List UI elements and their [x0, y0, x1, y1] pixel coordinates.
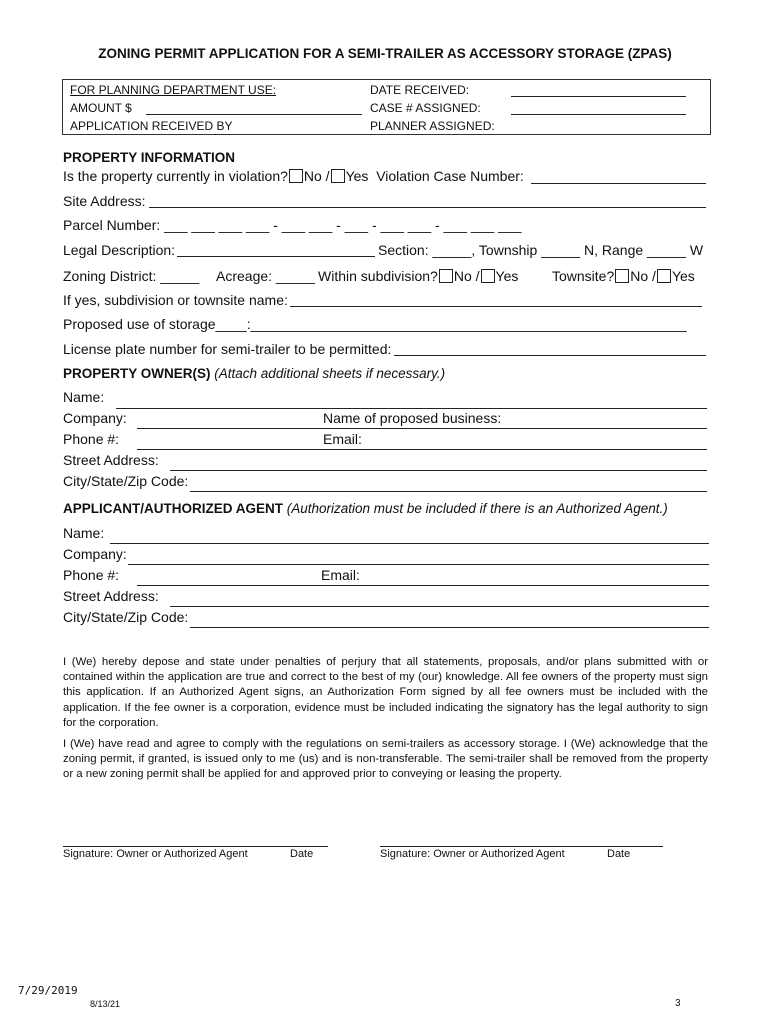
signature-line-2[interactable]	[380, 846, 663, 847]
signature-date-label-2: Date	[607, 848, 631, 860]
amount-label: AMOUNT $	[70, 101, 132, 115]
acreage-label[interactable]: Acreage: _____	[216, 268, 315, 284]
proposed-use-label[interactable]: Proposed use of storage____:________________________________________________________	[63, 316, 687, 332]
agent-email-label: Email:	[321, 567, 360, 583]
violation-yes-label: Yes	[345, 168, 369, 184]
townsite-no-label: No /	[630, 268, 656, 284]
townsite-label: Townsite?	[552, 268, 615, 284]
subdivision-no-label: No /	[453, 268, 480, 284]
office-use-header: FOR PLANNING DEPARTMENT USE:	[70, 83, 277, 97]
agent-phone-label: Phone #:	[63, 567, 120, 583]
date-received-label: DATE RECEIVED:	[370, 83, 470, 97]
agent-company-field[interactable]	[128, 564, 709, 565]
site-address-field[interactable]	[149, 207, 706, 208]
signature-label-2: Signature: Owner or Authorized Agent	[380, 848, 565, 860]
owner-name-label: Name:	[63, 389, 105, 405]
handwritten-date: 7/29/2019	[18, 984, 78, 997]
agent-city-field[interactable]	[190, 627, 709, 628]
townsite-no-checkbox[interactable]	[615, 269, 629, 283]
townsite-yes-checkbox[interactable]	[657, 269, 671, 283]
revision-date: 8/13/21	[90, 999, 121, 1009]
agent-street-field[interactable]	[170, 606, 709, 607]
violation-question: Is the property currently in violation?	[63, 168, 288, 184]
owner-city-label: City/State/Zip Code:	[63, 473, 189, 489]
agent-name-field[interactable]	[110, 543, 709, 544]
violation-yes-checkbox[interactable]	[331, 169, 345, 183]
agent-city-label: City/State/Zip Code:	[63, 609, 189, 625]
agent-street-label: Street Address:	[63, 588, 159, 604]
violation-no-checkbox[interactable]	[289, 169, 303, 183]
owner-email-label: Email:	[323, 431, 362, 447]
owner-business-label: Name of proposed business:	[323, 410, 502, 426]
townsite-row	[552, 268, 695, 284]
subdivision-name-label: If yes, subdivision or townsite name:	[63, 292, 288, 308]
owner-phone-label: Phone #:	[63, 431, 120, 447]
violation-case-label: Violation Case Number:	[376, 168, 524, 184]
page-title: ZONING PERMIT APPLICATION FOR A SEMI-TRAILER AS ACCESSORY STORAGE (ZPAS)	[98, 46, 672, 61]
license-plate-field[interactable]	[394, 355, 706, 356]
violation-case-field[interactable]	[531, 183, 706, 184]
parcel-number-label[interactable]: Parcel Number: ___ ___ ___ ___ - ___ ___ - ___ - ___ ___ - ___ ___ ___	[63, 217, 522, 233]
legal-description-field[interactable]	[177, 256, 375, 257]
case-assigned-label: CASE # ASSIGNED:	[370, 101, 481, 115]
owner-note: (Attach additional sheets if necessary.)	[214, 366, 446, 381]
signature-line-1[interactable]	[63, 846, 328, 847]
subdivision-name-field[interactable]	[290, 306, 702, 307]
zoning-district-label[interactable]: Zoning District: _____	[63, 268, 200, 284]
section-township-range[interactable]: Section: _____, Township _____ N, Range _____ W	[378, 242, 704, 258]
planner-assigned-label: PLANNER ASSIGNED:	[370, 119, 495, 133]
owner-company-field[interactable]	[137, 428, 707, 429]
signature-label-1: Signature: Owner or Authorized Agent	[63, 848, 248, 860]
agent-phone-field[interactable]	[137, 585, 709, 586]
agent-heading	[63, 501, 668, 516]
agent-note: (Authorization must be included if there is an Authorized Agent.)	[286, 501, 668, 516]
amount-field[interactable]	[146, 114, 362, 115]
owner-company-label: Company:	[63, 410, 127, 426]
subdivision-yes-checkbox[interactable]	[481, 269, 495, 283]
owner-city-field[interactable]	[190, 491, 707, 492]
agent-company-label: Company:	[63, 546, 127, 562]
subdivision-row	[318, 268, 518, 284]
owner-name-field[interactable]	[116, 408, 707, 409]
owner-street-field[interactable]	[170, 470, 707, 471]
within-subdivision-label: Within subdivision?	[318, 268, 438, 284]
license-plate-label: License plate number for semi-trailer to be permitted:	[63, 341, 392, 357]
owner-heading-text: PROPERTY OWNER(S)	[63, 366, 211, 381]
signature-date-label-1: Date	[290, 848, 314, 860]
subdivision-no-checkbox[interactable]	[439, 269, 453, 283]
owner-phone-field[interactable]	[137, 449, 707, 450]
violation-row	[63, 168, 524, 184]
property-info-heading: PROPERTY INFORMATION	[63, 150, 236, 165]
owner-street-label: Street Address:	[63, 452, 159, 468]
owner-heading	[63, 366, 445, 381]
agent-name-label: Name:	[63, 525, 105, 541]
legal-description-label: Legal Description:	[63, 242, 176, 258]
violation-no-label: No /	[303, 168, 330, 184]
townsite-yes-label: Yes	[671, 268, 695, 284]
page-number: 3	[675, 998, 681, 1009]
site-address-label: Site Address:	[63, 193, 146, 209]
received-by-label: APPLICATION RECEIVED BY	[70, 119, 233, 133]
subdivision-yes-label: Yes	[495, 268, 519, 284]
perjury-statement: I (We) hereby depose and state under penalties of perjury that all statements, proposals, and/or plans submitted with or contained within the application are true and correct to the best of my (our) knowledge. All fee owners of the property must sign this application. If an Authorized Agent signs, an Authorization Form signed by all fee owners must be included with the application. If the fee owner is a corporation, evidence must be included indicating the signatory has the legal authority to sign for the corporation.	[63, 656, 708, 729]
compliance-statement: I (We) have read and agree to comply with the regulations on semi-trailers as accessory storage. I (We) acknowledge that the zoning permit, if granted, is issued only to me (us) and is non-transferable. The semi-trailer shall be removed from the property or a new zoning permit shall be applied for and approved prior to conveying or leasing the property.	[63, 738, 708, 781]
date-received-field[interactable]	[511, 96, 686, 97]
agent-heading-text: APPLICANT/AUTHORIZED AGENT	[63, 501, 283, 516]
case-assigned-field[interactable]	[511, 114, 686, 115]
